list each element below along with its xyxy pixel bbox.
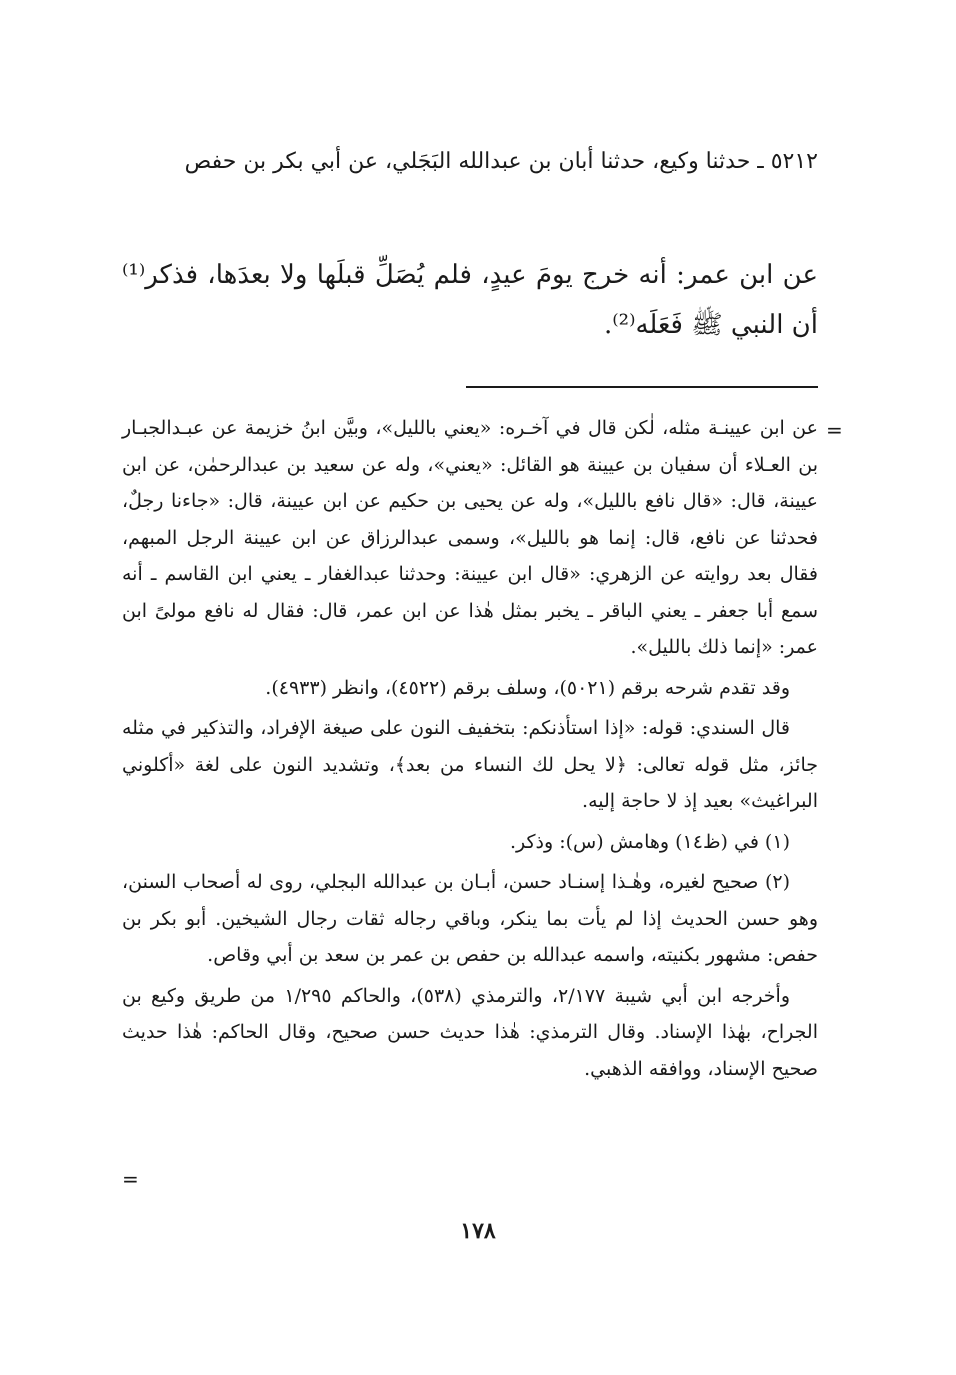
footnote-separator bbox=[466, 386, 818, 388]
hadith-matn: عن ابن عمر: أنه خرج يومَ عيدٍ، فلم يُصَلِّ قبلَها ولا بعدَها، فذكر⁽¹⁾ أن النبي ﷺ فَعَلَه⁽²⁾. bbox=[122, 260, 818, 340]
end-continuation-marker: = bbox=[122, 1167, 139, 1191]
footnotes-section bbox=[122, 410, 818, 1091]
sindi-note: قال السندي: قوله: «إذا استأذنكم: بتخفيف النون على صيغة الإفراد، والتذكير في مثله جائز، مثل قوله تعالى: ﴿لا يحل لك النساء من بعد﴾، وتشديد النون على لغة «أكلوني البراغيث» بعيد إذ لا حاجة إليه. bbox=[122, 717, 818, 812]
cross-reference-note: وقد تقدم شرحه برقم (٥٠٢١)، وسلف برقم (٤٥٢٢)، وانظر (٤٩٣٣). bbox=[265, 676, 790, 699]
page-number: ١٧٨ bbox=[460, 1218, 496, 1244]
hadith-isnad: ٥٢١٢ ـ حدثنا وكيع، حدثنا أبان بن عبدالله البَجَلي، عن أبي بكر بن حفص bbox=[184, 149, 818, 174]
takhrij-note: وأخرجه ابن أبي شيبة ٢/١٧٧، والترمذي (٥٣٨)، والحاكم ١/٢٩٥ من طريق وكيع بن الجراح، بهٰذا الإسناد. وقال الترمذي: هٰذا حديث حسن صحيح، وقال الحاكم: هٰذا حديث صحيح الإسناد، ووافقه الذهبي. bbox=[122, 984, 818, 1080]
footnote-2: (٢) صحيح لغيره، وهٰـذا إسنـاد حسن، أبـان بن عبدالله البجلي، روى له أصحاب السنن، وهو حسن الحديث إذا لم يأت بما ينكر، وباقي رجاله ثقات رجال الشيخين. أبو بكر بن حفص: مشهور بكنيته، واسمه عبدالله بن حفص بن عمر بن سعد بن أبي وقاص. bbox=[122, 871, 818, 966]
continuation-marker: = bbox=[826, 418, 843, 442]
footnote-1: (١) في (ظ١٤) وهامش (س): وذكر. bbox=[509, 830, 790, 853]
continued-footnote: عن ابن عيينـة مثله، لٰكن قال في آخـره: «يعني بالليل»، وبيَّن ابنُ خزيمة عن عبـدالجبـار بن العـلاء أن سفيان بن عيينة هو القائل: «يعني»، وله عن سعيد بن عبدالرحمٰن، عن ابن عيينة، قال: «قال نافع بالليل»، وله عن يحيى بن حكيم عن ابن عيينة، قال: «جاءنا رجلٌ، فحدثنا عن نافع، قال: إنما هو بالليل»، وسمى عبدالرزاق عن ابن عيينة الرجل المبهم، فقال بعد روايته عن الزهري: «قال ابن عيينة: وحدثنا عبدالغفار ـ يعني ابن القاسم ـ أنه سمع أبا جعفر ـ يعني الباقر ـ يخبر بمثل هٰذا عن ابن عمر، قال: فقال له نافع مولىً ابن عمر: «إنما ذلك بالليل». bbox=[122, 417, 818, 658]
